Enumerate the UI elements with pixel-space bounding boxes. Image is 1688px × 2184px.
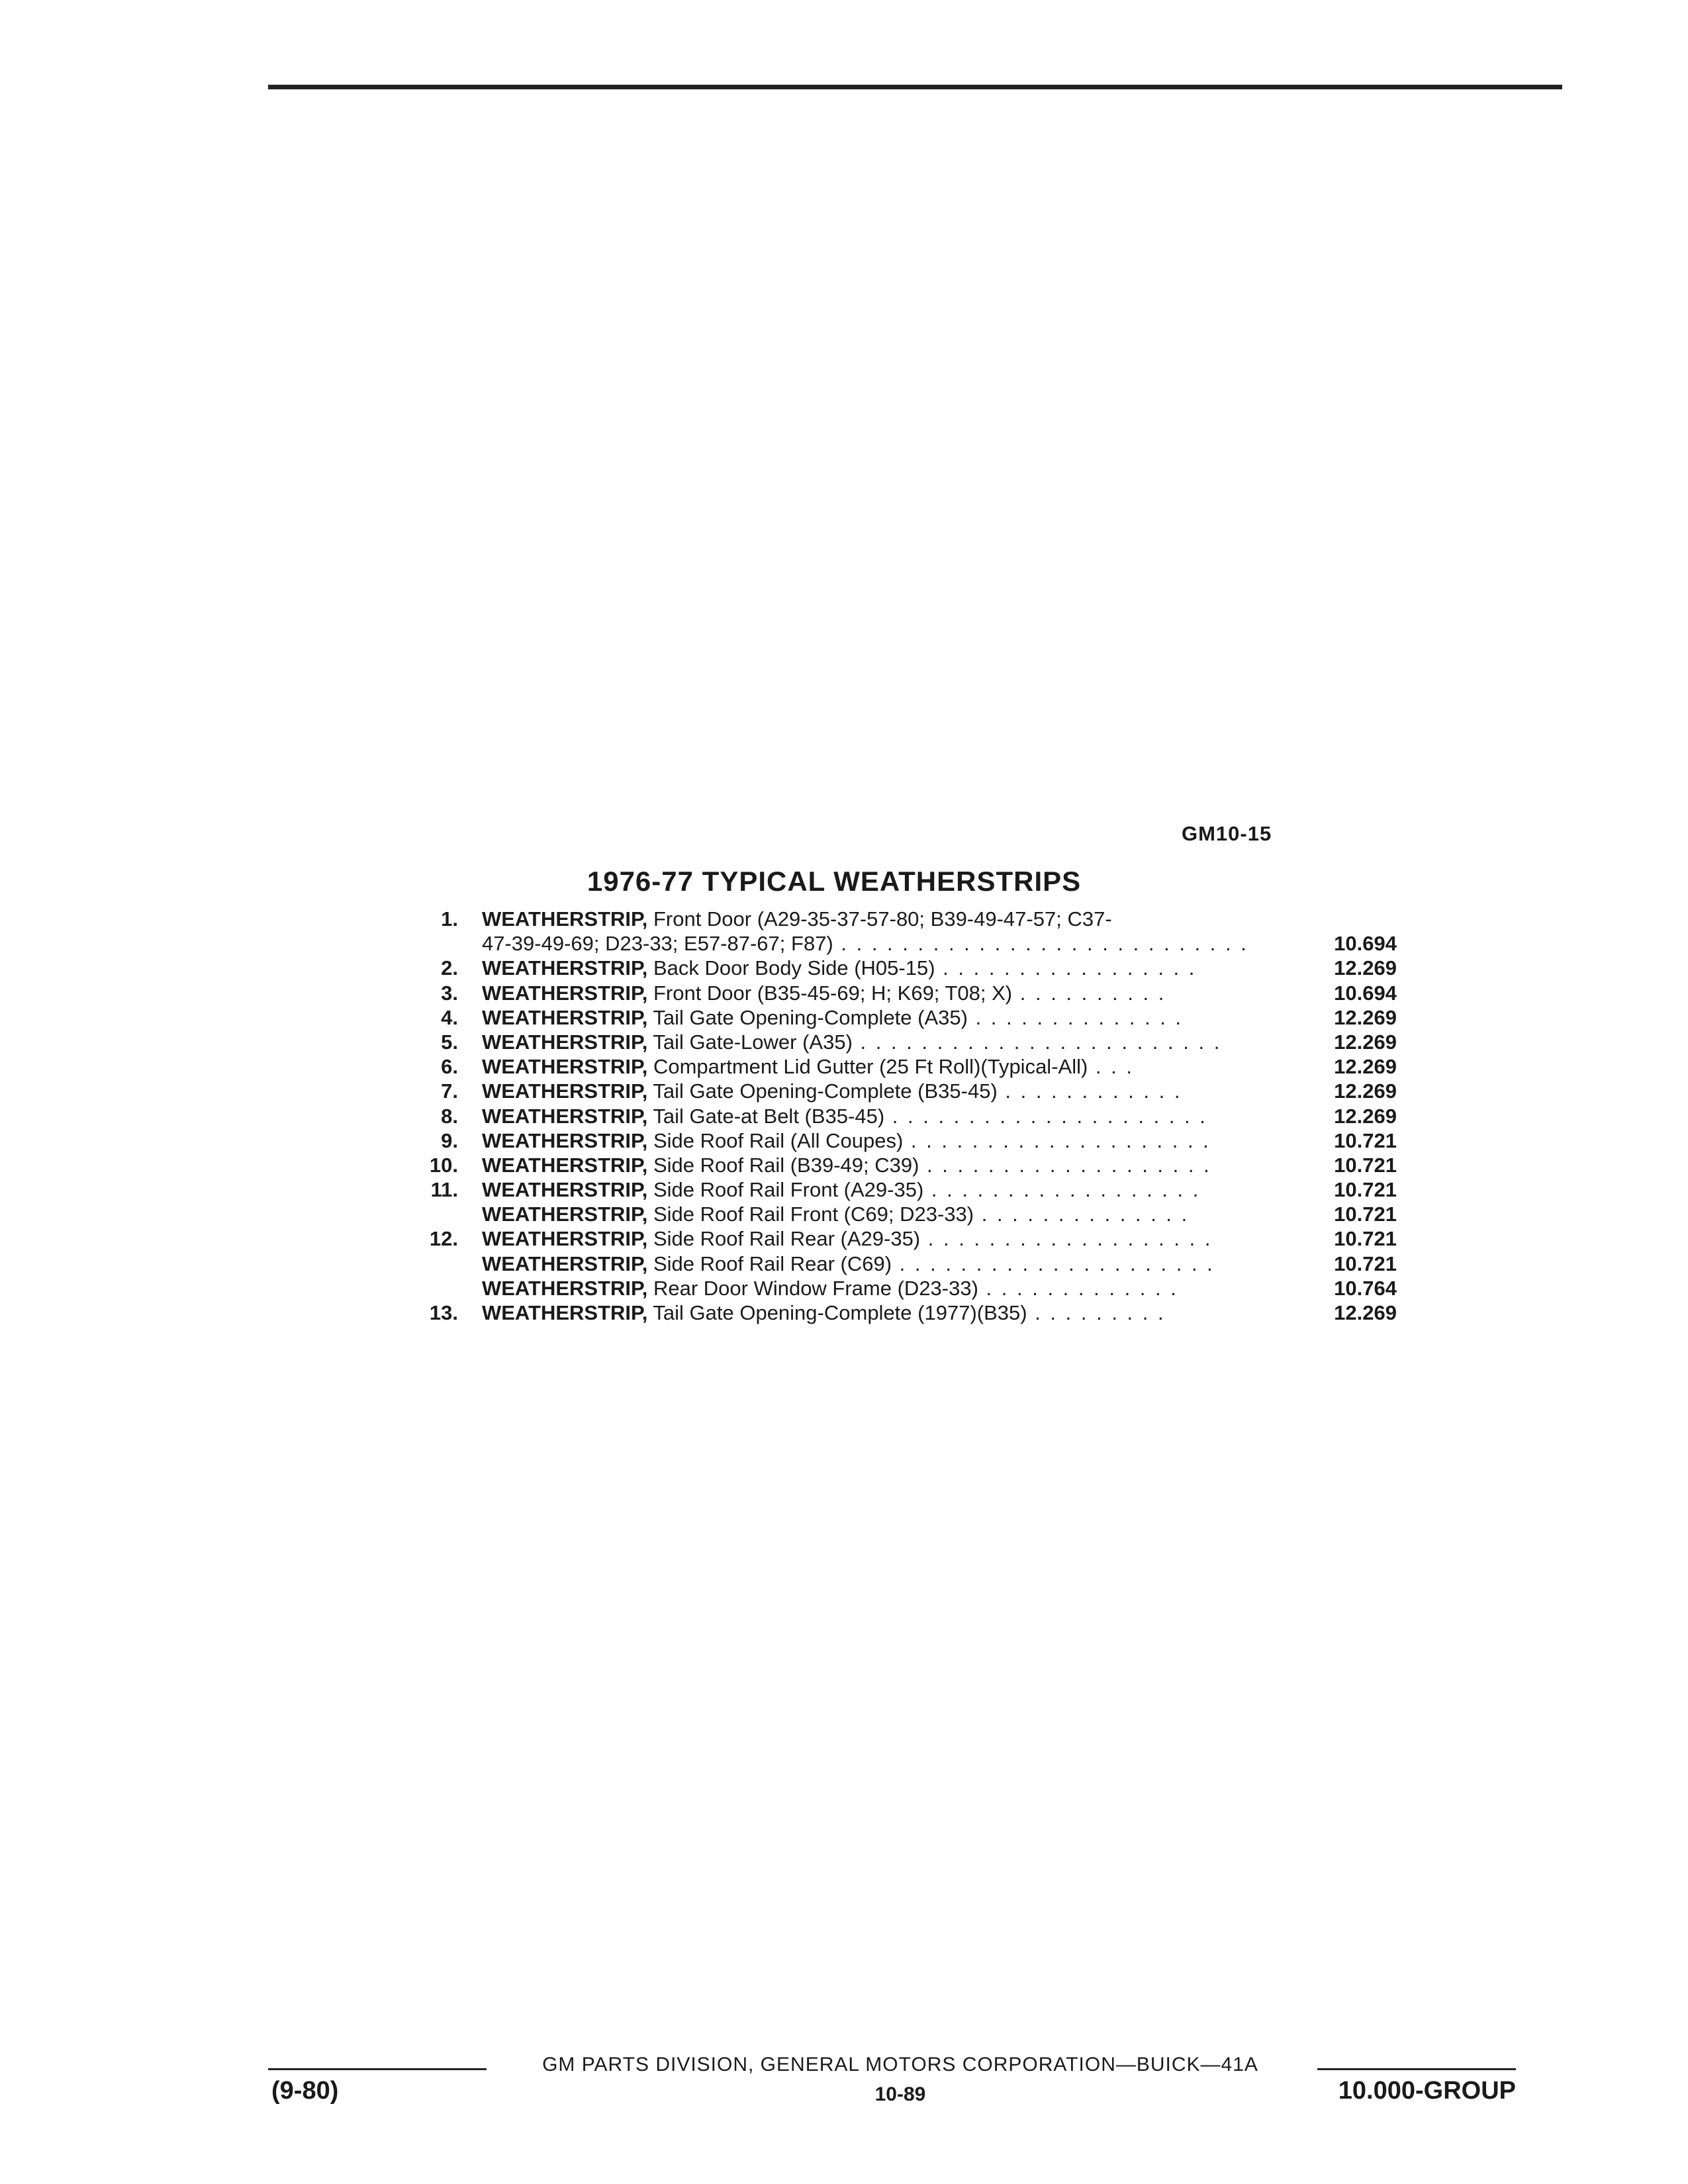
item-number: 3. xyxy=(441,981,458,1005)
item-text: Side Roof Rail Front (A29-35) xyxy=(653,1178,924,1202)
item-description xyxy=(482,1005,1203,1030)
item-code: 12.269 xyxy=(1334,1030,1397,1054)
item-number: 5. xyxy=(441,1030,458,1054)
leader-dots: . . . . . . . . . . . . . . . . . . . . . . . . . . . xyxy=(833,932,1248,956)
list-item xyxy=(397,1128,1410,1153)
item-code: 12.269 xyxy=(1334,1005,1397,1029)
list-item xyxy=(397,1177,1410,1202)
leader-dots: . . . . . . . . . . . . . . . . . . . . . xyxy=(884,1104,1207,1128)
item-text: Back Door Body Side (H05-15) xyxy=(653,956,935,980)
item-text: Front Door (A29-35-37-57-80; B39-49-47-57; C37- xyxy=(653,907,1112,931)
leader-dots: . . . . . . . . . . . . xyxy=(997,1079,1182,1103)
item-name: WEATHERSTRIP, xyxy=(482,1153,648,1177)
item-number: 12. xyxy=(429,1227,458,1251)
item-code: 12.269 xyxy=(1334,1104,1397,1128)
leader-dots: . . . . . . . . . . . . . . . . . . . . . xyxy=(892,1251,1215,1275)
leader-dots: . . . xyxy=(1088,1055,1134,1079)
list-item xyxy=(397,981,1410,1005)
item-description xyxy=(482,1300,1203,1325)
item-text: Tail Gate-at Belt (B35-45) xyxy=(653,1104,885,1128)
item-code: 10.694 xyxy=(1334,932,1397,956)
list-item xyxy=(397,1251,1410,1276)
item-text: 47-39-49-69; D23-33; E57-87-67; F87) xyxy=(482,932,833,956)
item-description xyxy=(482,956,1203,980)
leader-dots: . . . . . . . . . xyxy=(1027,1301,1166,1324)
item-code: 10.721 xyxy=(1334,1227,1397,1251)
item-code: 12.269 xyxy=(1334,956,1397,980)
list-item xyxy=(397,1226,1410,1251)
footer-rule-right xyxy=(1317,2068,1516,2070)
item-code: 10.721 xyxy=(1334,1203,1397,1226)
item-description xyxy=(482,907,1203,931)
leader-dots: . . . . . . . . . . . . . xyxy=(978,1276,1178,1300)
leader-dots: . . . . . . . . . . . . . . . . . xyxy=(935,956,1197,980)
list-item xyxy=(397,1153,1410,1177)
item-code: 12.269 xyxy=(1334,1079,1397,1103)
item-name: WEATHERSTRIP, xyxy=(482,1055,648,1079)
item-text: Tail Gate Opening-Complete (B35-45) xyxy=(653,1079,998,1103)
item-code: 10.721 xyxy=(1334,1128,1397,1152)
leader-dots: . . . . . . . . . . . . . . xyxy=(974,1203,1190,1226)
figure-code: GM10-15 xyxy=(1182,822,1272,845)
item-name: WEATHERSTRIP, xyxy=(482,1203,648,1226)
item-code: 10.694 xyxy=(1334,981,1397,1005)
item-description xyxy=(482,1226,1213,1251)
list-item xyxy=(397,907,1410,931)
item-text: Side Roof Rail (All Coupes) xyxy=(653,1128,904,1152)
leader-dots: . . . . . . . . . . . . . . xyxy=(967,1005,1184,1029)
leader-dots: . . . . . . . . . . . . . . . . . . . . xyxy=(903,1128,1211,1152)
item-text: Side Roof Rail (B39-49; C39) xyxy=(653,1153,919,1177)
item-code: 10.764 xyxy=(1334,1276,1397,1300)
item-description xyxy=(482,981,1203,1005)
item-code: 12.269 xyxy=(1334,1301,1397,1324)
list-item xyxy=(397,1079,1410,1103)
item-number: 1. xyxy=(441,907,458,931)
list-item xyxy=(397,1054,1410,1079)
item-text: Tail Gate Opening-Complete (1977)(B35) xyxy=(653,1301,1027,1324)
item-code: 10.721 xyxy=(1334,1178,1397,1202)
item-name: WEATHERSTRIP, xyxy=(482,1104,648,1128)
footer-date: (9-80) xyxy=(271,2077,339,2105)
item-description xyxy=(482,1030,1222,1054)
item-name: WEATHERSTRIP, xyxy=(482,956,648,980)
item-number: 10. xyxy=(429,1153,458,1177)
item-text: Side Roof Rail Rear (C69) xyxy=(653,1251,892,1275)
item-description xyxy=(482,1276,1203,1300)
item-text: Front Door (B35-45-69; H; K69; T08; X) xyxy=(653,981,1013,1005)
item-description xyxy=(482,1054,1203,1079)
item-description xyxy=(482,1177,1203,1202)
list-item xyxy=(397,1005,1410,1030)
page-number: 10-89 xyxy=(874,2083,926,2105)
item-description xyxy=(482,1153,1211,1177)
item-name: WEATHERSTRIP, xyxy=(482,1227,648,1251)
leader-dots: . . . . . . . . . . . . . . . . . . . xyxy=(920,1227,1213,1251)
item-description xyxy=(482,1128,1211,1153)
list-item xyxy=(397,1300,1410,1325)
item-description xyxy=(482,1202,1203,1226)
leader-dots: . . . . . . . . . . . . . . . . . . . xyxy=(919,1153,1211,1177)
item-name: WEATHERSTRIP, xyxy=(482,1030,648,1054)
top-rule xyxy=(268,85,1562,89)
section-title: 1976-77 TYPICAL WEATHERSTRIPS xyxy=(586,866,1082,897)
item-text: Side Roof Rail Rear (A29-35) xyxy=(653,1227,921,1251)
footer-group: 10.000-GROUP xyxy=(1338,2077,1516,2105)
item-number: 7. xyxy=(441,1079,458,1103)
item-name: WEATHERSTRIP, xyxy=(482,981,648,1005)
parts-list xyxy=(397,907,1410,1325)
item-name: WEATHERSTRIP, xyxy=(482,907,648,931)
list-item xyxy=(397,1202,1410,1226)
item-number: 9. xyxy=(441,1128,458,1152)
item-number: 2. xyxy=(441,956,458,980)
item-description xyxy=(482,1251,1215,1276)
item-number: 8. xyxy=(441,1104,458,1128)
item-text: Tail Gate Opening-Complete (A35) xyxy=(653,1005,968,1029)
item-number: 6. xyxy=(441,1055,458,1079)
item-text: Tail Gate-Lower (A35) xyxy=(653,1030,853,1054)
item-code: 10.721 xyxy=(1334,1251,1397,1275)
footer-publisher: GM PARTS DIVISION, GENERAL MOTORS CORPORATION—BUICK—41A xyxy=(542,2054,1258,2075)
item-number: 4. xyxy=(441,1005,458,1029)
leader-dots: . . . . . . . . . . xyxy=(1012,981,1166,1005)
item-description xyxy=(482,1104,1207,1128)
item-code: 12.269 xyxy=(1334,1055,1397,1079)
item-text: Rear Door Window Frame (D23-33) xyxy=(653,1276,978,1300)
item-text: Side Roof Rail Front (C69; D23-33) xyxy=(653,1203,974,1226)
item-number: 13. xyxy=(429,1301,458,1324)
item-number: 11. xyxy=(430,1178,458,1202)
list-item xyxy=(397,1104,1410,1128)
list-item xyxy=(397,931,1410,956)
item-name: WEATHERSTRIP, xyxy=(482,1079,648,1103)
item-description xyxy=(482,1079,1203,1103)
item-name: WEATHERSTRIP, xyxy=(482,1005,648,1029)
item-name: WEATHERSTRIP, xyxy=(482,1276,648,1300)
item-name: WEATHERSTRIP, xyxy=(482,1128,648,1152)
item-description xyxy=(482,931,1248,956)
item-name: WEATHERSTRIP, xyxy=(482,1301,648,1324)
list-item xyxy=(397,1276,1410,1300)
item-code: 10.721 xyxy=(1334,1153,1397,1177)
item-name: WEATHERSTRIP, xyxy=(482,1178,648,1202)
item-text: Compartment Lid Gutter (25 Ft Roll)(Typical-All) xyxy=(653,1055,1088,1079)
item-name: WEATHERSTRIP, xyxy=(482,1251,648,1275)
leader-dots: . . . . . . . . . . . . . . . . . . xyxy=(923,1178,1201,1202)
list-item xyxy=(397,956,1410,980)
list-item xyxy=(397,1030,1410,1054)
footer-rule-left xyxy=(268,2068,487,2070)
leader-dots: . . . . . . . . . . . . . . . . . . . . . . . . xyxy=(852,1030,1222,1054)
